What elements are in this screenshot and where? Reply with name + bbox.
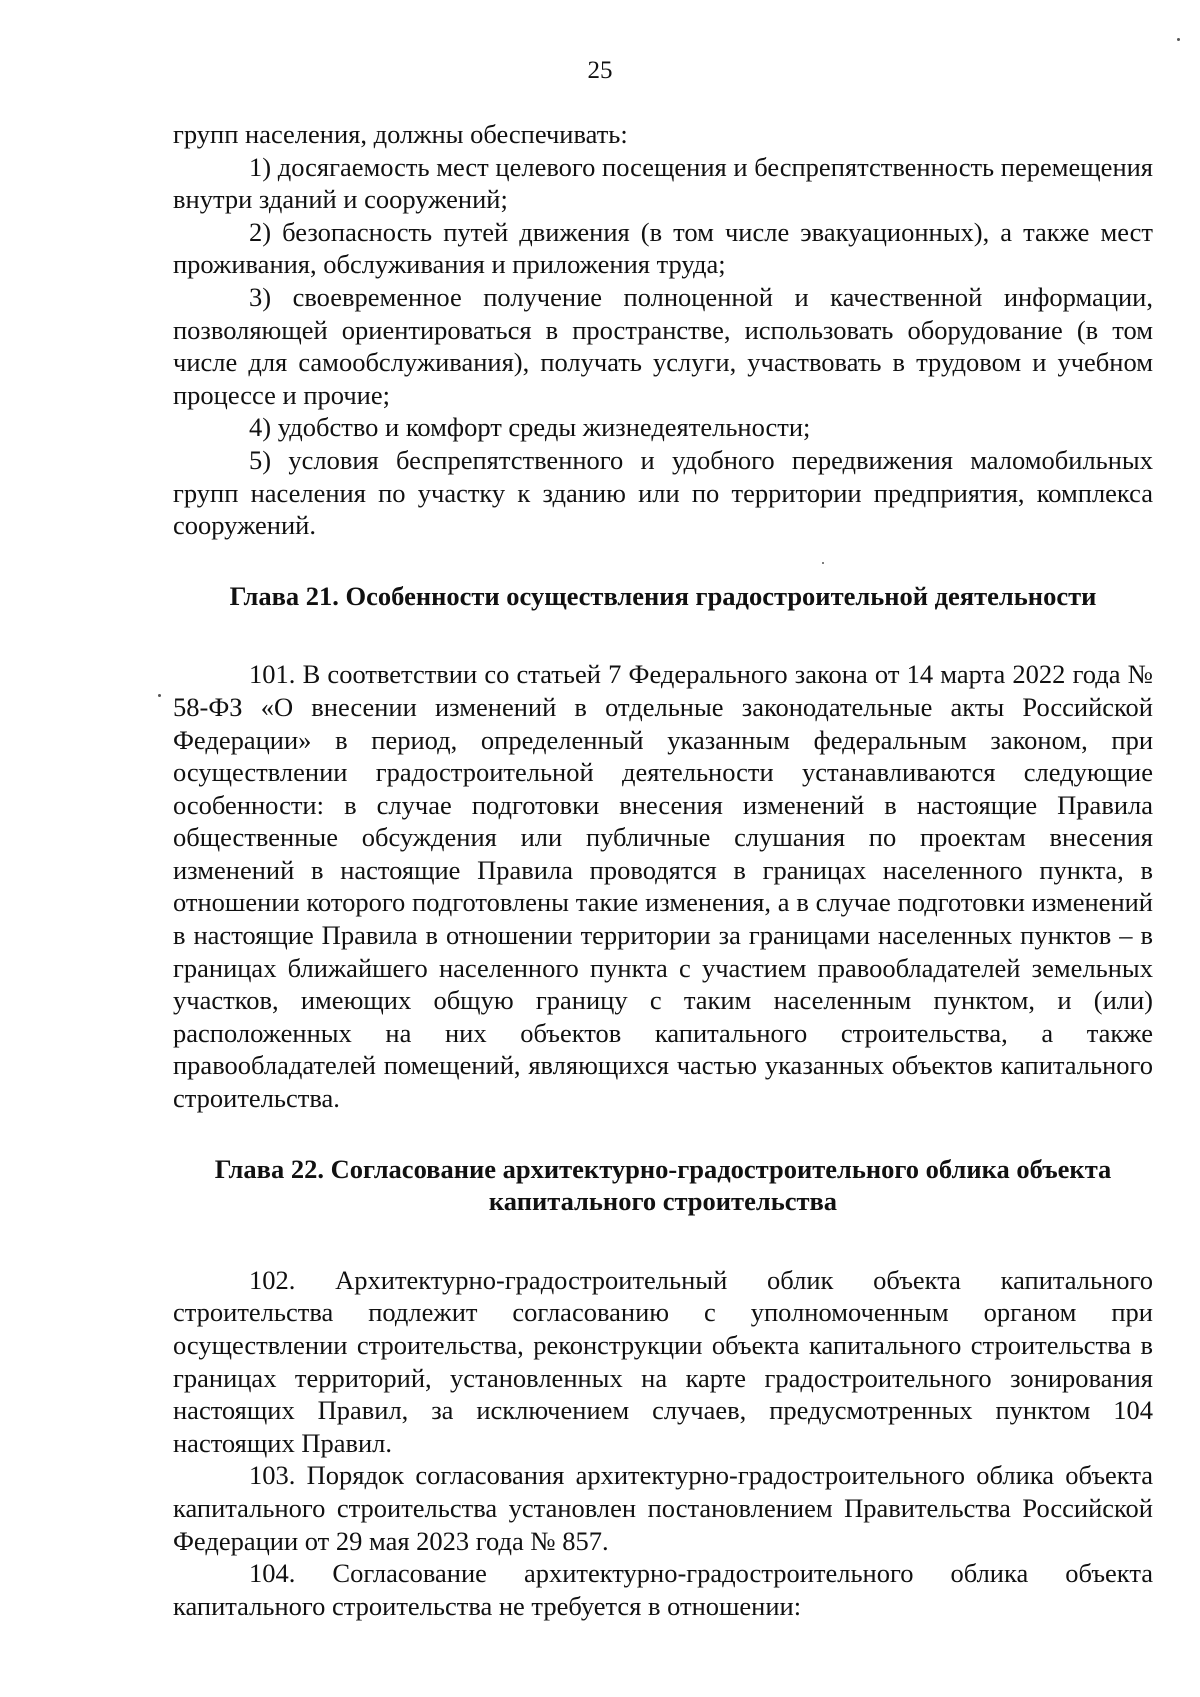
page-number: 25 — [587, 57, 613, 84]
scan-speck — [158, 694, 161, 697]
document-body — [173, 118, 1153, 1622]
chapter-21-heading: Глава 21. Особенности осуществления градостроительной деятельности — [229, 580, 1097, 611]
list-item-2: 2) безопасность путей движения (в том числе эвакуационных), а также мест проживания, обслуживания и приложения труда; — [173, 216, 1153, 280]
list-item-5: 5) условия беспрепятственного и удобного передвижения маломобильных групп населения по участку к зданию или по территории предприятия, комплекса сооружений. — [173, 444, 1153, 541]
chapter-22-heading-line2: капитального строительства — [488, 1186, 838, 1217]
chapter-22-heading-line1: Глава 22. Согласование архитектурно-градостроительного облика объекта — [214, 1153, 1112, 1184]
scan-speck — [1177, 38, 1180, 41]
list-item-3: 3) своевременное получение полноценной и качественной информации, позволяющей ориентироваться в пространстве, использовать оборудование (в том числе для самообслуживания), получать услуги, участвовать в трудовом и учебном процессе и прочие; — [173, 281, 1153, 410]
paragraph-104: 104. Согласование архитектурно-градостроительного облика объекта капитального строительства не требуется в отношении: — [173, 1558, 1153, 1621]
paragraph-101: 101. В соответствии со статьей 7 Федерального закона от 14 марта 2022 года № 58-ФЗ «О внесении изменений в отдельные законодательные акты Российской Федерации» в период, определенный указанным федеральным законом, при осуществлении градостроительной деятельности устанавливаются следующие особенности: в случае подготовки внесения изменений в настоящие Правила общественные обсуждения или публичные слушания по проектам внесения изменений в настоящие Правила проводятся в границах населенного пункта, в отношении которого подготовлены такие изменения, а в случае подготовки изменений в настоящие Правила в отношении территории за границами населенных пунктов – в границах ближайшего населенного пункта с участием правообладателей земельных участков, имеющих общую границу с таким населенным пунктом, и (или) расположенных на них объектов капитального строительства, а также правообладателей помещений, являющихся частью указанных объектов капитального строительства. — [173, 659, 1153, 1114]
list-item-4: 4) удобство и комфорт среды жизнедеятельности; — [249, 412, 811, 443]
list-item-1: 1) досягаемость мест целевого посещения и беспрепятственность перемещения внутри зданий и сооружений; — [173, 151, 1153, 215]
paragraph-continuation: групп населения, должны обеспечивать: — [173, 119, 628, 149]
paragraph-102: 102. Архитектурно-градостроительный облик объекта капитального строительства подлежит согласованию с уполномоченным органом при осуществлении строительства, реконструкции объекта капитального строительства в границах территорий, установленных на карте градостроительного зонирования настоящих Правил, за исключением случаев, предусмотренных пунктом 104 настоящих Правил. — [173, 1264, 1153, 1458]
paragraph-103: 103. Порядок согласования архитектурно-градостроительного облика объекта капитального строительства установлен постановлением Правительства Российской Федерации от 29 мая 2023 года № 857. — [173, 1460, 1153, 1556]
scan-speck — [822, 562, 824, 564]
